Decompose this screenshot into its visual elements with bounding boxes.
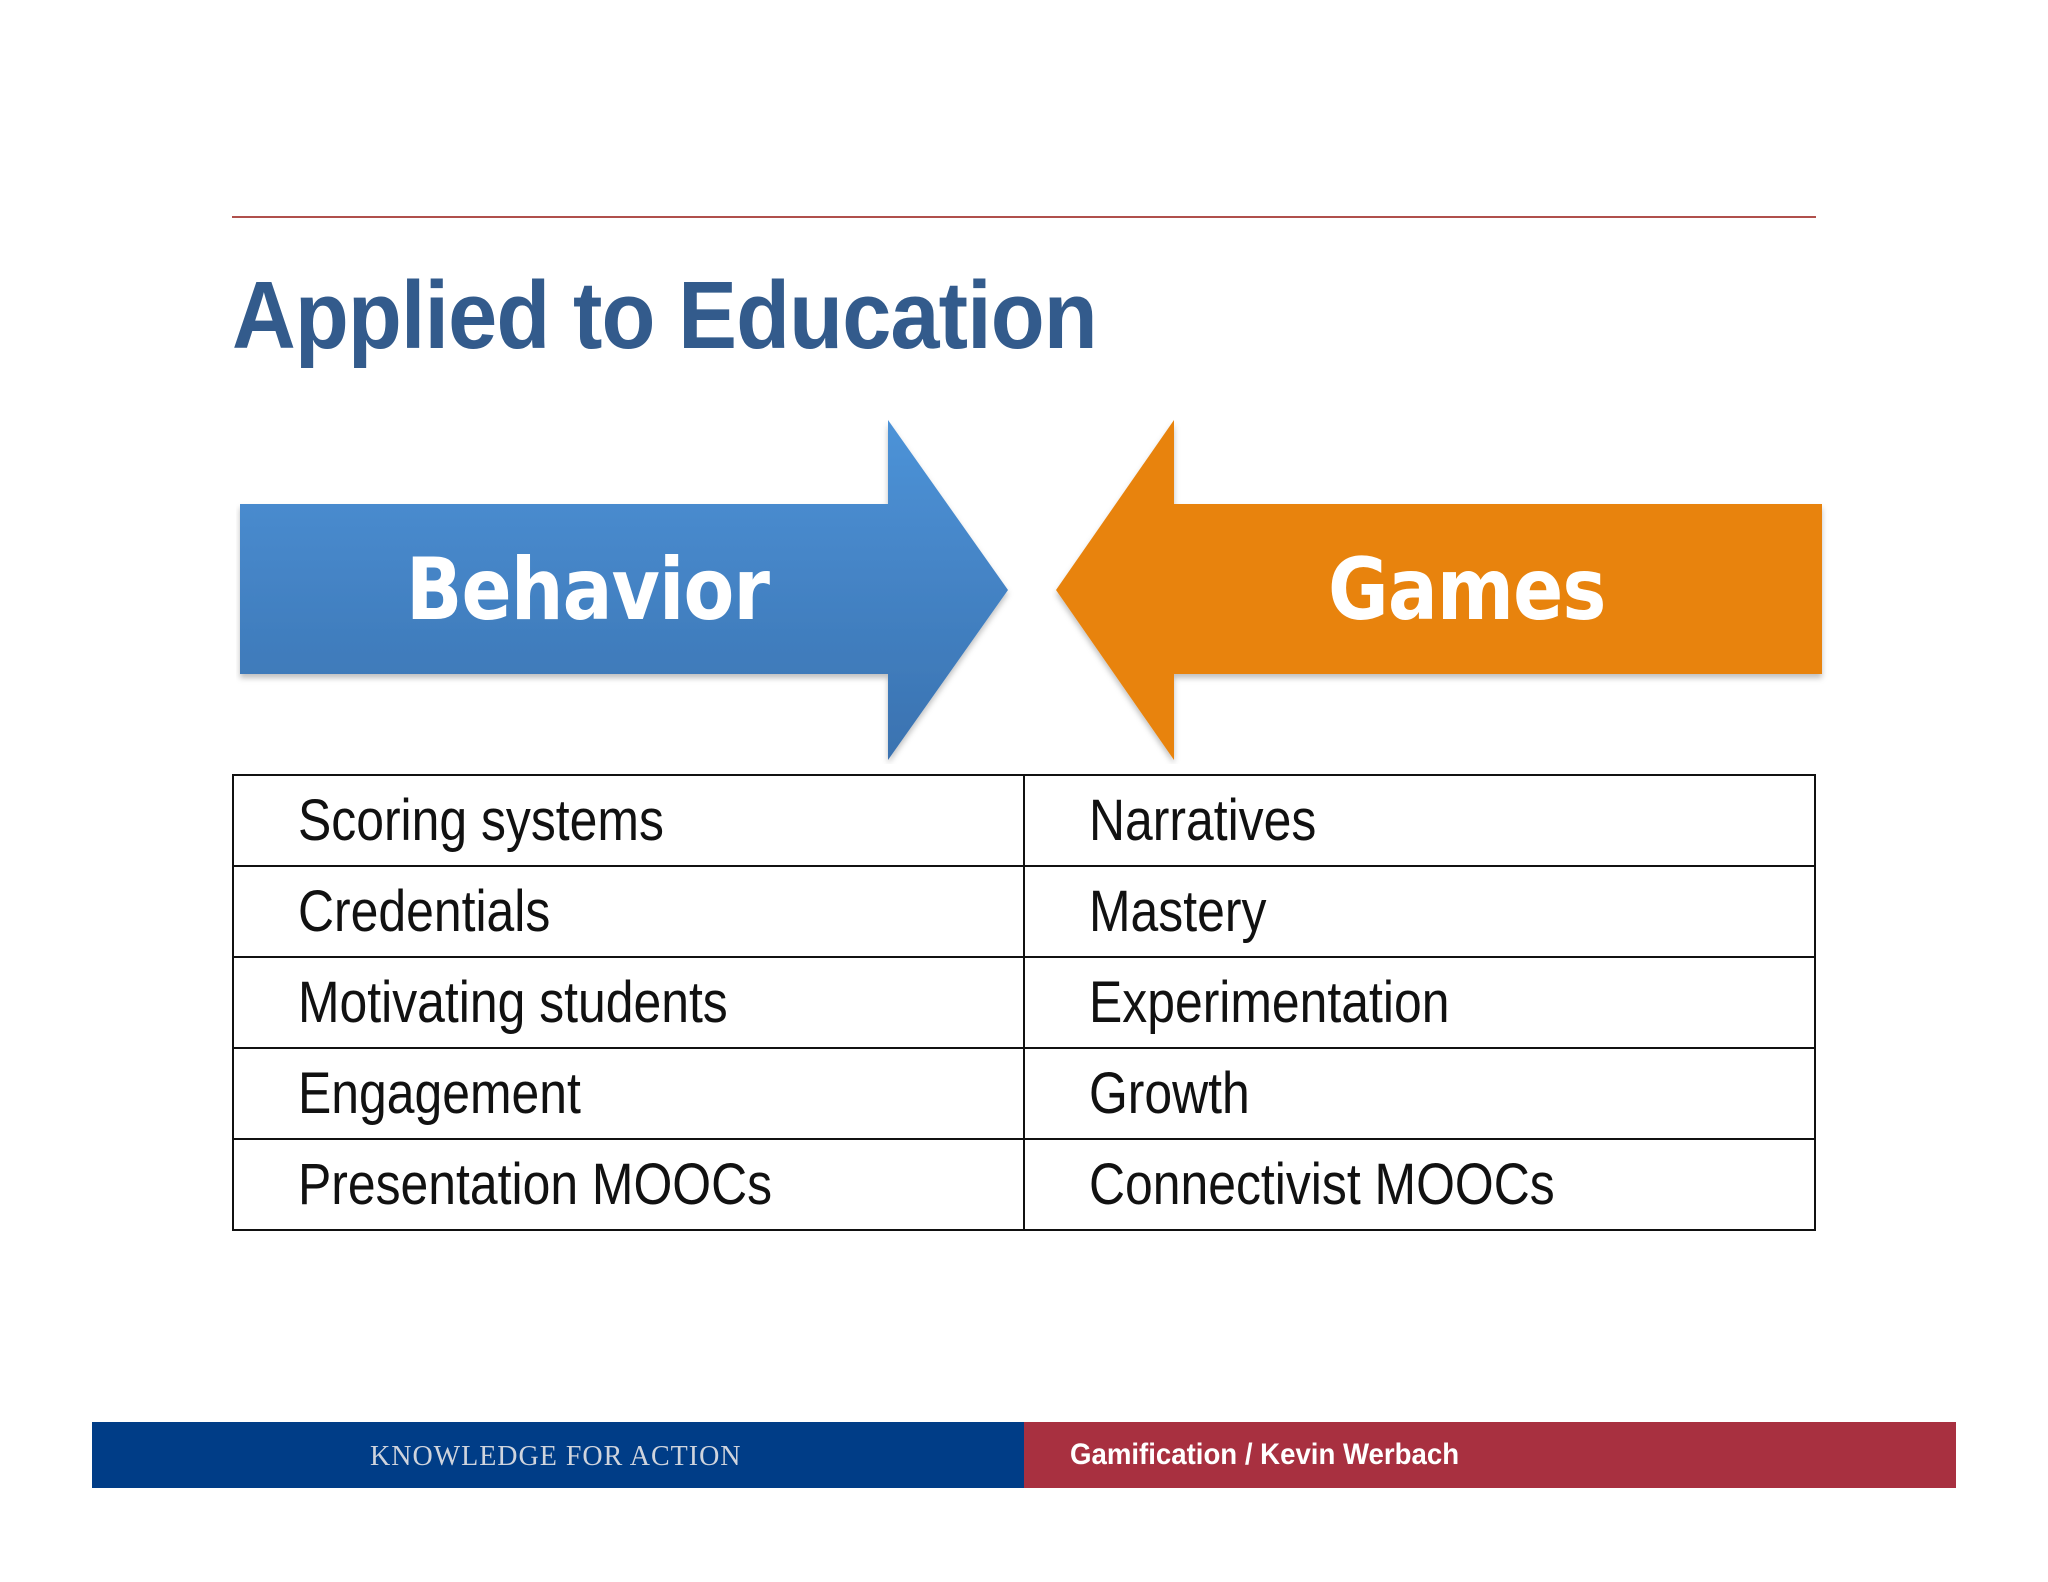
table-cell-right (1024, 1139, 1815, 1230)
table-cell-right (1024, 775, 1815, 866)
comparison-table (232, 774, 1816, 1231)
cell-text: Mastery (1089, 879, 1267, 944)
cell-text: Narratives (1089, 788, 1317, 853)
games-arrow (1052, 416, 1852, 764)
table-cell-left (233, 1048, 1024, 1139)
cell-text: Connectivist MOOCs (1089, 1152, 1555, 1217)
games-label: Games (1328, 540, 1606, 640)
table-cell-left (233, 1139, 1024, 1230)
cell-text: Experimentation (1089, 970, 1450, 1035)
cell-text: Engagement (298, 1061, 581, 1126)
behavior-label: Behavior (406, 540, 770, 640)
top-rule (232, 216, 1816, 218)
table-row (233, 866, 1815, 957)
cell-text: Growth (1089, 1061, 1250, 1126)
table-cell-right (1024, 866, 1815, 957)
table-row (233, 957, 1815, 1048)
table-row (233, 1048, 1815, 1139)
slide-title: Applied to Education (232, 262, 1097, 369)
footer-left-band (92, 1422, 1024, 1488)
behavior-arrow (236, 416, 1036, 764)
footer-course-credit: Gamification / Kevin Werbach (1070, 1438, 1460, 1471)
cell-text: Credentials (298, 879, 551, 944)
table-cell-right (1024, 1048, 1815, 1139)
cell-text: Motivating students (298, 970, 728, 1035)
table-cell-left (233, 866, 1024, 957)
cell-text: Presentation MOOCs (298, 1152, 773, 1217)
table-cell-left (233, 775, 1024, 866)
table-cell-left (233, 957, 1024, 1048)
table-cell-right (1024, 957, 1815, 1048)
footer-right-band (1024, 1422, 1956, 1488)
footer-tagline: KNOWLEDGE FOR ACTION (370, 1441, 742, 1472)
table-row (233, 775, 1815, 866)
table-row (233, 1139, 1815, 1230)
cell-text: Scoring systems (298, 788, 664, 853)
